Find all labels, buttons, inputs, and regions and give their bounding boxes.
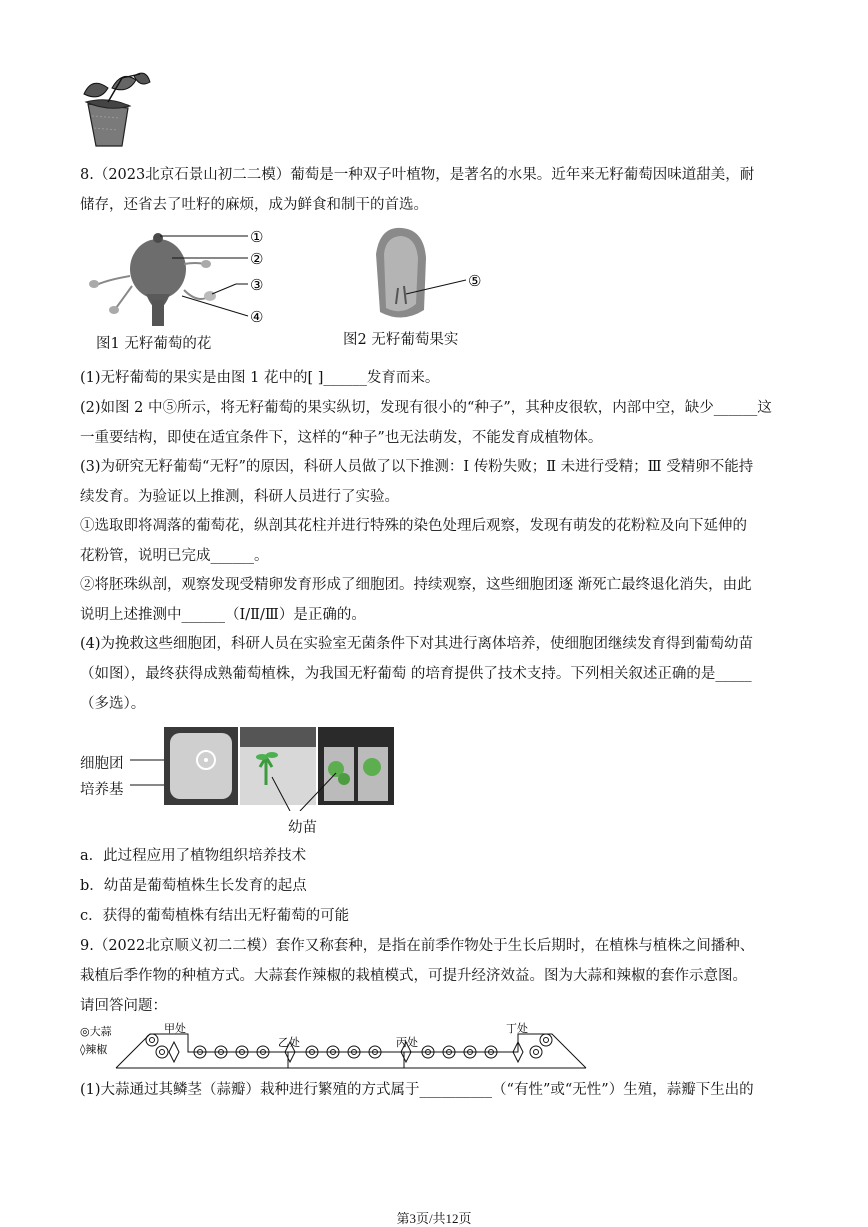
fig2-caption: 图2 无籽葡萄果实: [343, 332, 459, 348]
fig1-mark-1: ①: [250, 228, 264, 246]
label-seedling: 幼苗: [288, 820, 317, 836]
q8-part3-line1: (3)为研究无籽葡萄“无籽”的原因，科研人员做了以下推测：Ⅰ 传粉失败；Ⅱ 未进行受精；Ⅲ 受精卵不能持: [80, 459, 754, 475]
fig1-caption: 图1 无籽葡萄的花: [96, 336, 212, 352]
q8-part3b-line2: 说明上述推测中______（Ⅰ/Ⅱ/Ⅲ）是正确的。: [80, 607, 366, 623]
tissue-culture-photos: [130, 727, 400, 811]
q8-option-a: a．此过程应用了植物组织培养技术: [80, 848, 307, 864]
q9-stem-line2: 栽植后季作物的种植方式。大蒜套作辣椒的栽植模式，可提升经济效益。图为大蒜和辣椒的套作示意图。: [80, 968, 747, 984]
fig1-mark-2: ②: [250, 250, 264, 268]
q8-option-b: b．幼苗是葡萄植株生长发育的起点: [80, 878, 307, 894]
label-medium: 培养基: [80, 782, 124, 798]
q8-part3a-line2: 花粉管，说明已完成______。: [80, 548, 269, 564]
q8-part2-line2: 一重要结构，即使在适宜条件下，这样的“种子”也无法萌发，不能发育成植物体。: [80, 430, 603, 446]
legend-pepper: ◊辣椒: [80, 1043, 108, 1056]
position-bing: 丙处: [396, 1036, 418, 1049]
position-jia: 甲处: [164, 1022, 186, 1035]
q8-part3b-line1: ②将胚珠纵剖，观察发现受精卵发育形成了细胞团。持续观察，这些细胞团逐 渐死亡最终退化消失，由此: [80, 577, 752, 593]
q8-part3-line2: 续发育。为验证以上推测，科研人员进行了实验。: [80, 489, 399, 505]
q8-option-c: c．获得的葡萄植株有结出无籽葡萄的可能: [80, 908, 350, 924]
fig1-mark-4: ④: [250, 308, 264, 326]
q8-part4-line3: （多选）。: [80, 696, 146, 712]
figure2-grape-fruit: [366, 224, 496, 324]
q8-part3a-line1: ①选取即将凋落的葡萄花，纵剖其花柱并进行特殊的染色处理后观察，发现有萌发的花粉粒及向下延伸的: [80, 518, 747, 534]
q8-part4-line1: (4)为挽救这些细胞团，科研人员在实验室无菌条件下对其进行离体培养，使细胞团继续发育得到葡萄幼苗: [80, 636, 754, 652]
figure1-grape-flower: [86, 224, 276, 330]
label-cell-mass: 细胞团: [80, 756, 124, 772]
q9-part1: (1)大蒜通过其鳞茎（蒜瓣）栽种进行繁殖的方式属于__________（“有性”或“无性”）生殖，蒜瓣下生出的: [80, 1082, 754, 1098]
fig1-mark-3: ③: [250, 276, 264, 294]
legend-garlic: ◎大蒜: [80, 1025, 112, 1038]
q8-part2-line1: (2)如图 2 中⑤所示，将无籽葡萄的果实纵切，发现有很小的“种子”，其种皮很软，内部中空，缺少______这: [80, 400, 772, 416]
potted-plant-image: [78, 66, 158, 148]
intercropping-diagram: [78, 1020, 588, 1072]
position-ding: 丁处: [506, 1022, 528, 1035]
fig2-mark-5: ⑤: [468, 272, 482, 290]
q8-stem-line1: 8.（2023北京石景山初二二模）葡萄是一种双子叶植物，是著名的水果。近年来无籽葡萄因味道甜美，耐: [80, 167, 755, 183]
q9-stem-line3: 请回答问题：: [80, 998, 167, 1014]
q8-stem-line2: 储存，还省去了吐籽的麻烦，成为鲜食和制干的首选。: [80, 197, 428, 213]
page-footer: 第3页/共12页: [396, 1211, 472, 1226]
q8-part1: (1)无籽葡萄的果实是由图 1 花中的[ ]______发育而来。: [80, 370, 440, 386]
position-yi: 乙处: [278, 1036, 300, 1049]
q9-stem-line1: 9.（2022北京顺义初二二模）套作又称套种，是指在前季作物处于生长后期时，在植株与植株之间播种、: [80, 938, 755, 954]
q8-part4-line2: （如图），最终获得成熟葡萄植株，为我国无籽葡萄 的培育提供了技术支持。下列相关叙述正确的是_____: [80, 666, 752, 682]
